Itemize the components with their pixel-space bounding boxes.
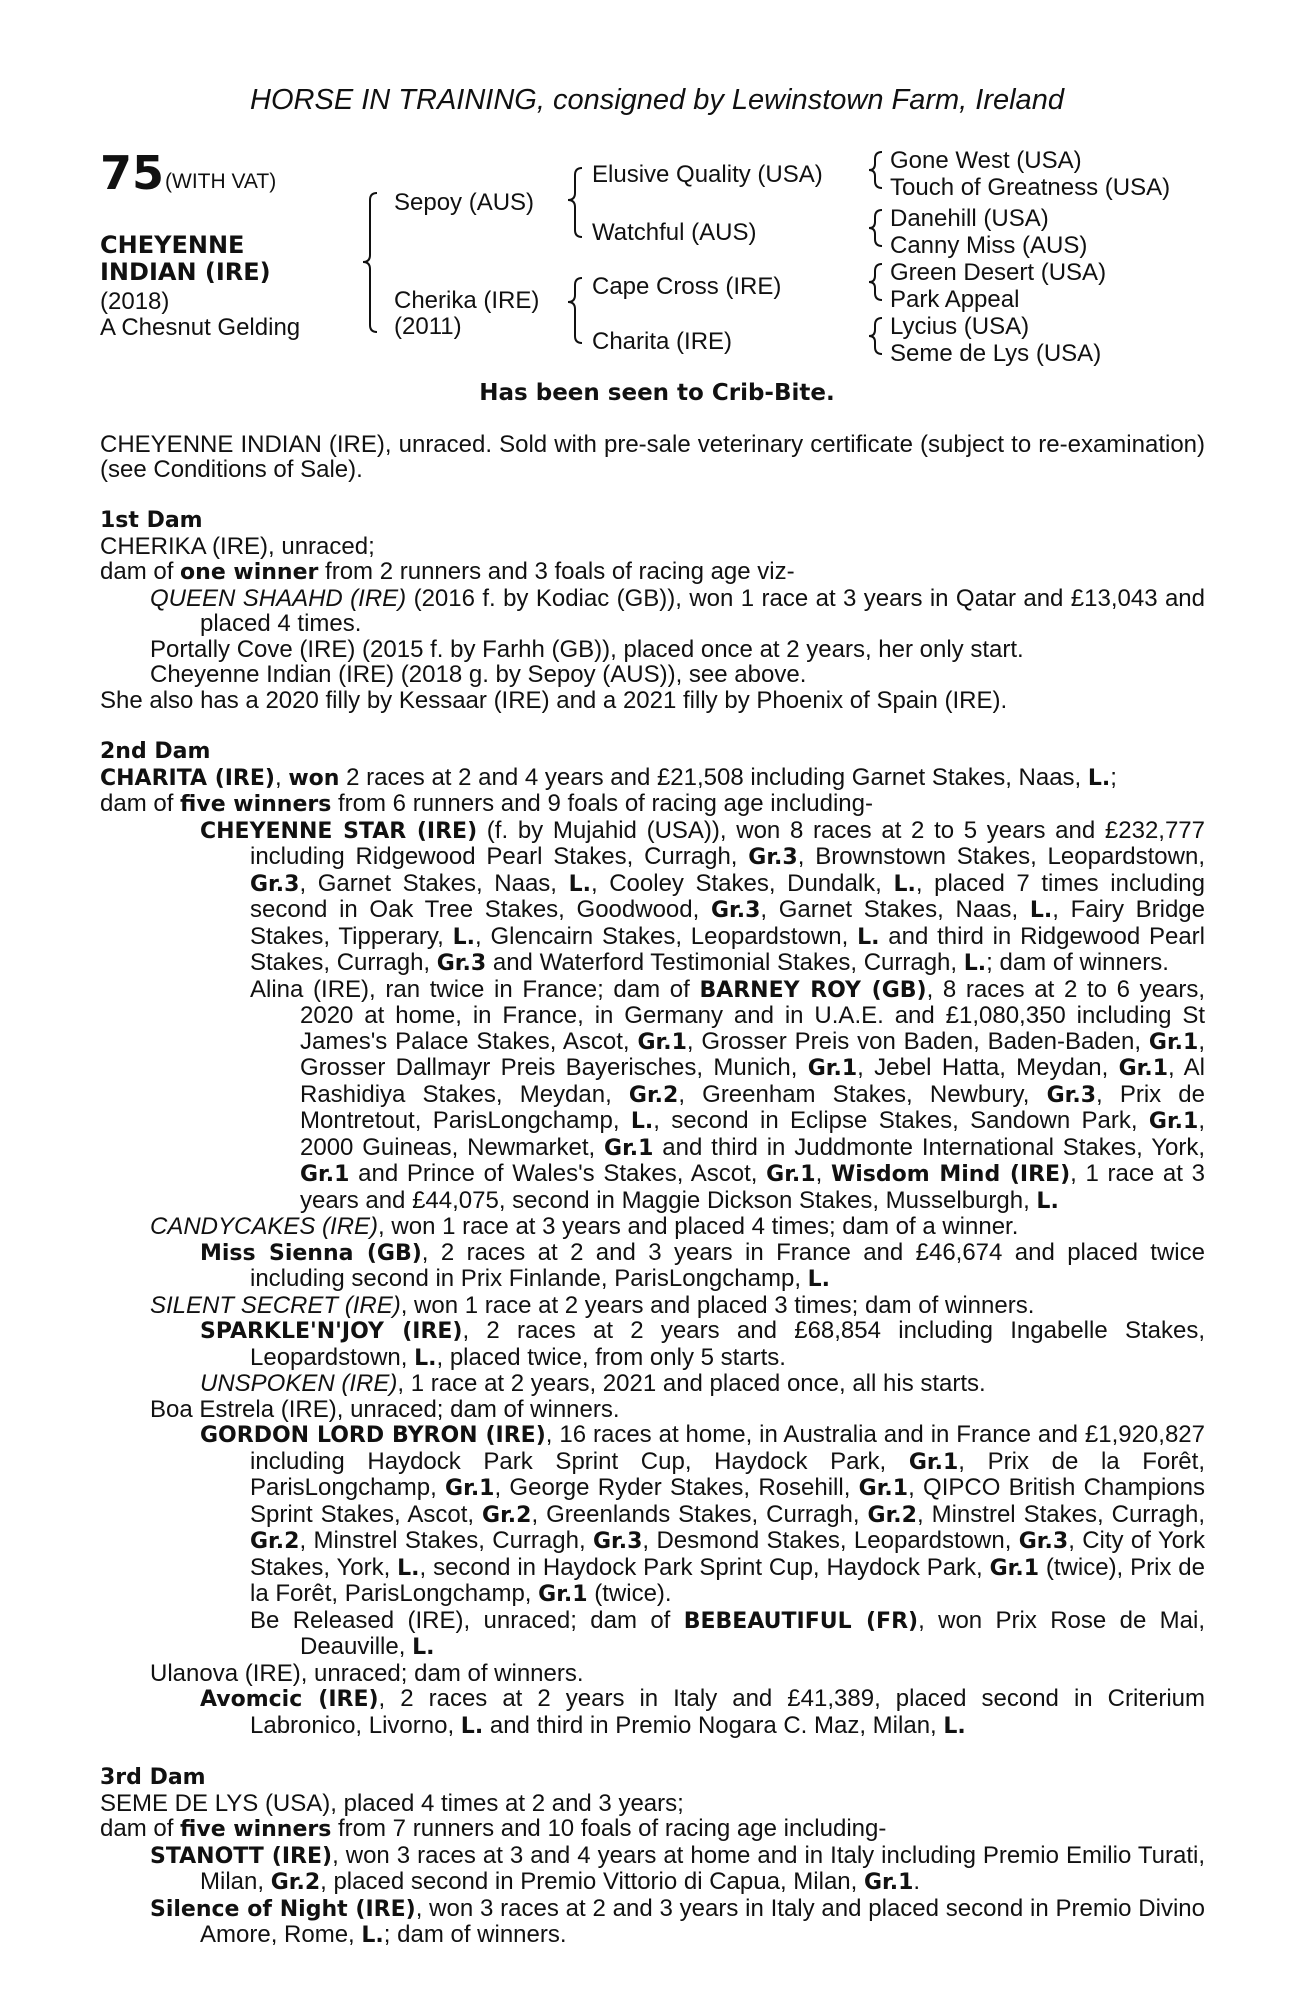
text: , Greenlands Stakes, Curragh,	[531, 1500, 868, 1528]
text: , second in Haydock Park Sprint Cup, Haydock Park,	[419, 1553, 990, 1581]
text: , QIPCO British Champions Sprint Stakes, Ascot,	[250, 1474, 1205, 1528]
text: and third in Premio Nogara C. Maz, Milan,	[483, 1711, 944, 1739]
bracket-g4	[869, 318, 882, 354]
text: , Garnet Stakes, Naas,	[760, 896, 1030, 923]
text: from 6 runners and 9 foals of racing age including-	[331, 790, 873, 817]
offspring-entry	[100, 1896, 1205, 1949]
bracket-gen1	[363, 193, 377, 332]
intro-paragraph: CHEYENNE INDIAN (IRE), unraced. Sold with pre-sale veterinary certificate (subject to re-examination) (see Conditions of Sale).	[100, 431, 1205, 483]
text: , Al Rashidiya Stakes, Meydan,	[300, 1054, 1206, 1108]
text: , Desmond Stakes, Leopardstown,	[642, 1527, 1019, 1554]
horse-name-line2: INDIAN (IRE)	[100, 258, 271, 286]
text: ; dam of winners.	[383, 1921, 567, 1948]
offspring-entry	[100, 1293, 1205, 1319]
offspring-name: QUEEN SHAAHD (IRE)	[150, 584, 407, 612]
text: and third in Juddmonte International Stakes, York,	[653, 1133, 1206, 1161]
pedigree-g1: Gone West (USA)	[890, 147, 1082, 174]
race-grade: L.	[460, 1713, 484, 1739]
text: Alina (IRE), ran twice in France; dam of	[250, 975, 700, 1003]
pedigree-dam: Cherika (IRE)	[394, 287, 540, 314]
text: , Jebel Hatta, Meydan,	[857, 1054, 1119, 1081]
second-dam-produce-summary	[100, 791, 1205, 818]
race-grade: L.	[807, 1267, 831, 1292]
race-grade: L.	[893, 871, 916, 897]
offspring-entry: Cheyenne Indian (IRE) (2018 g. by Sepoy (AUS)), see above.	[150, 661, 807, 688]
text: , Brownstown Stakes, Leopardstown,	[797, 843, 1205, 870]
pedigree-g6: Park Appeal	[890, 286, 1020, 313]
race-grade: L.	[943, 1713, 966, 1739]
offspring-entry	[100, 1843, 1205, 1896]
text: , Minstrel Stakes, Curragh,	[916, 1500, 1205, 1528]
text: , Prix de la Forêt, ParisLongchamp,	[250, 1447, 1205, 1501]
race-grade: Gr.2	[482, 1502, 532, 1528]
text: , City of York Stakes, York,	[250, 1527, 1206, 1581]
page-header: HORSE IN TRAINING, consigned by Lewinstown Farm, Ireland	[250, 84, 1064, 116]
race-grade: L.	[1087, 765, 1111, 791]
text: and Prince of Wales's Stakes, Ascot,	[349, 1160, 767, 1187]
text: , 1 race at 3 years and £44,075, second in Maggie Dickson Stakes, Musselburgh,	[300, 1160, 1205, 1214]
offspring-name: UNSPOKEN (IRE)	[200, 1370, 398, 1397]
race-grade: L.	[397, 1555, 420, 1581]
race-grade: Gr.1	[637, 1029, 687, 1055]
bracket-g3	[869, 264, 882, 300]
race-grade: Gr.3	[748, 845, 798, 870]
offspring-name: BARNEY ROY (GB)	[699, 977, 927, 1003]
text: from 7 runners and 10 foals of racing age including-	[331, 1815, 887, 1842]
race-grade: Gr.3	[592, 1529, 643, 1554]
text: , 1 race at 2 years, 2021 and placed once, all his starts.	[397, 1370, 986, 1397]
text: ;	[1110, 763, 1117, 791]
text: , placed twice, from only 5 starts.	[436, 1343, 786, 1371]
text: , Grosser Preis von Baden, Baden-Baden,	[686, 1027, 1149, 1055]
offspring-entry	[100, 1422, 1205, 1608]
third-dam-heading: 3rd Dam	[100, 1765, 206, 1790]
race-grade: L.	[412, 1635, 435, 1660]
offspring-entry	[100, 1371, 1205, 1397]
offspring-entry: Ulanova (IRE), unraced; dam of winners.	[150, 1659, 584, 1687]
text: (twice), Prix de la Forêt, ParisLongchamp,	[250, 1553, 1205, 1607]
first-dam-produce-summary	[100, 559, 1205, 586]
pedigree-g2: Touch of Greatness (USA)	[890, 174, 1171, 201]
offspring-entry	[100, 586, 1205, 637]
text: , Prix de Montretout, ParisLongchamp,	[300, 1080, 1206, 1134]
text: , 2 races at 2 and 3 years in France and £46,674 and placed twice including second in Prix Finlande, ParisLongchamp,	[250, 1238, 1205, 1292]
race-grade: L.	[857, 924, 880, 950]
text: , 2 races at 2 years in Italy and £41,389, placed second in Criterium Labronico, Livorno,	[250, 1685, 1205, 1739]
text: from 2 runners and 3 foals of racing age viz-	[318, 558, 795, 585]
race-grade: Gr.1	[300, 1162, 350, 1187]
text: 2 races at 2 and 4 years and £21,508 including Garnet Stakes, Naas,	[339, 763, 1088, 791]
offspring-name: BEBEAUTIFUL (FR)	[683, 1608, 919, 1634]
offspring-entry	[100, 977, 1205, 1215]
text: and Waterford Testimonial Stakes, Curragh,	[486, 949, 964, 976]
text: ,	[815, 1160, 831, 1187]
winners-count: one winner	[180, 560, 319, 585]
text: , placed 7 times including second in Oak Tree Stakes, Goodwood,	[250, 869, 1206, 923]
race-grade: Gr.1	[908, 1449, 959, 1475]
text: , Garnet Stakes, Naas,	[299, 869, 569, 897]
offspring-name: Wisdom Mind (IRE)	[830, 1162, 1071, 1187]
first-dam-foals-note: She also has a 2020 filly by Kessaar (IRE) and a 2021 filly by Phoenix of Spain (IRE).	[100, 686, 1008, 714]
text: , won 3 races at 2 and 3 years in Italy and placed second in Premio Divino Amore, Rome,	[200, 1894, 1206, 1948]
pedigree-g8: Seme de Lys (USA)	[890, 340, 1102, 367]
text: , placed second in Premio Vittorio di Capua, Milan,	[320, 1868, 864, 1895]
pedigree-g7: Lycius (USA)	[890, 313, 1030, 340]
race-grade: Gr.2	[270, 1870, 321, 1895]
offspring-entry	[100, 1318, 1205, 1371]
lot-vat: (WITH VAT)	[165, 170, 277, 193]
pedigree-dam-dam: Charita (IRE)	[592, 328, 733, 355]
race-grade: Gr.1	[538, 1582, 588, 1607]
winners-count: five winners	[180, 792, 332, 817]
race-grade: L.	[361, 1923, 384, 1948]
text: won	[288, 765, 340, 791]
text: , Greenham Stakes, Newbury,	[678, 1080, 1047, 1108]
text: (2016 f. by Kodiac (GB)), won 1 race at 3 years in Qatar and £13,043 and placed 4 times.	[200, 584, 1205, 637]
offspring-entry	[100, 818, 1205, 977]
offspring-name: Silence of Night (IRE)	[150, 1896, 416, 1922]
text: , Grosser Dallmayr Preis Bayerisches, Munich,	[300, 1027, 1205, 1081]
third-dam-produce-summary	[100, 1816, 1205, 1843]
pedigree-sire-dam: Watchful (AUS)	[592, 219, 757, 246]
race-grade: Gr.1	[863, 1870, 914, 1895]
race-grade: Gr.3	[436, 951, 487, 976]
race-grade: Gr.1	[1118, 1056, 1168, 1081]
text: , Cooley Stakes, Dundalk,	[590, 869, 894, 897]
text: dam of	[100, 790, 181, 817]
text: ; dam of winners.	[986, 949, 1169, 976]
produce-record	[100, 508, 1205, 1949]
text: , won 1 race at 3 years and placed 4 times; dam of a winner.	[378, 1213, 1019, 1240]
race-grade: Gr.1	[1148, 1029, 1199, 1055]
winners-count: five winners	[180, 1817, 332, 1842]
text: .	[913, 1868, 921, 1895]
text: , 16 races at home, in Australia and in France and £1,920,827 including Haydock Park Sprint Cup, Haydock Park,	[250, 1421, 1205, 1475]
race-grade: Gr.2	[867, 1502, 917, 1528]
lot-number: 75	[100, 146, 165, 200]
race-grade: Gr.1	[766, 1162, 816, 1187]
horse-description: A Chesnut Gelding	[100, 314, 301, 341]
offspring-entry	[100, 1608, 1205, 1661]
race-grade: Gr.3	[250, 871, 300, 897]
race-grade: Gr.1	[604, 1135, 654, 1161]
race-grade: L.	[414, 1345, 437, 1371]
text: , Minstrel Stakes, Curragh,	[299, 1527, 593, 1554]
third-dam-line: SEME DE LYS (USA), placed 4 times at 2 and 3 years;	[100, 1789, 684, 1817]
race-grade: L.	[568, 871, 591, 897]
dam-name: CHARITA (IRE)	[100, 765, 275, 791]
offspring-name: SPARKLE'N'JOY (IRE)	[200, 1319, 463, 1344]
text: , won Prix Rose de Mai, Deauville,	[300, 1606, 1205, 1660]
pedigree-dam-sire: Cape Cross (IRE)	[592, 273, 782, 300]
text: , Glencairn Stakes, Leopardstown,	[474, 922, 858, 950]
offspring-name: Miss Sienna (GB)	[200, 1240, 422, 1266]
offspring-name: CHEYENNE STAR (IRE)	[200, 818, 478, 844]
race-grade: L.	[963, 951, 987, 976]
text: dam of	[100, 558, 181, 585]
bracket-sire	[568, 168, 582, 237]
race-grade: Gr.2	[628, 1082, 679, 1108]
first-dam-line: CHERIKA (IRE), unraced;	[100, 532, 375, 560]
race-grade: Gr.3	[1046, 1082, 1097, 1108]
text: (twice).	[587, 1580, 672, 1607]
race-grade: L.	[1036, 1188, 1059, 1214]
text: , second in Eclipse Stakes, Sandown Park,	[653, 1107, 1149, 1134]
text: and third in Ridgewood Pearl Stakes, Curragh,	[250, 922, 1205, 976]
text: Be Released (IRE), unraced; dam of	[250, 1606, 684, 1634]
pedigree-sire-sire: Elusive Quality (USA)	[592, 161, 823, 188]
text: , 8 races at 2 to 6 years, 2020 at home, in France, in Germany and in U.A.E. and £1,080,350 including St James's Palace Stakes, Ascot,	[300, 975, 1205, 1055]
offspring-entry	[100, 1214, 1205, 1240]
pedigree-dam-year: (2011)	[394, 313, 462, 340]
text: ,	[274, 763, 289, 791]
horse-name-line1: CHEYENNE	[100, 231, 245, 259]
race-grade: Gr.1	[1148, 1109, 1199, 1134]
race-grade: Gr.1	[445, 1476, 495, 1501]
offspring-entry	[100, 1240, 1205, 1293]
race-grade: L.	[630, 1109, 654, 1134]
text: , 2 races at 2 years and £68,854 including Ingabelle Stakes, Leopardstown,	[250, 1317, 1205, 1371]
race-grade: Gr.1	[989, 1555, 1040, 1581]
first-dam-heading: 1st Dam	[100, 508, 203, 533]
offspring-name: Avomcic (IRE)	[200, 1687, 379, 1712]
offspring-name: CANDYCAKES (IRE)	[150, 1213, 379, 1240]
text: (f. by Mujahid (USA)), won 8 races at 2 to 5 years and £232,777 including Ridgewood Pearl Stakes, Curragh,	[250, 816, 1206, 870]
text: , 2000 Guineas, Newmarket,	[300, 1107, 1205, 1161]
offspring-name: SILENT SECRET (IRE)	[150, 1291, 401, 1319]
race-grade: L.	[452, 924, 475, 950]
offspring-entry	[100, 1686, 1205, 1739]
pedigree-sire: Sepoy (AUS)	[394, 189, 535, 216]
offspring-entry: Portally Cove (IRE) (2015 f. by Farhh (GB)), placed once at 2 years, her only start.	[150, 635, 1024, 663]
pedigree-g3: Danehill (USA)	[890, 205, 1049, 232]
pedigree-g4: Canny Miss (AUS)	[890, 232, 1088, 259]
horse-year: (2018)	[100, 288, 170, 315]
race-grade: Gr.1	[858, 1476, 909, 1501]
offspring-name: GORDON LORD BYRON (IRE)	[200, 1423, 546, 1448]
race-grade: Gr.1	[807, 1056, 858, 1081]
text: , won 1 race at 2 years and placed 3 times; dam of winners.	[400, 1291, 1035, 1319]
text: , won 3 races at 3 and 4 years at home and in Italy including Premio Emilio Turati, Milan,	[200, 1841, 1205, 1895]
bracket-g2	[869, 210, 882, 246]
text: , George Ryder Stakes, Rosehill,	[494, 1474, 859, 1501]
race-grade: L.	[1029, 898, 1053, 923]
bracket-g1	[869, 152, 882, 188]
pedigree-g5: Green Desert (USA)	[890, 259, 1107, 286]
race-grade: Gr.2	[250, 1529, 300, 1554]
offspring-entry: Boa Estrela (IRE), unraced; dam of winners.	[150, 1395, 620, 1423]
crib-bite-note: Has been seen to Crib-Bite.	[479, 380, 835, 406]
race-grade: Gr.3	[1018, 1529, 1069, 1554]
bracket-dam	[568, 278, 582, 343]
second-dam-line	[100, 765, 1205, 792]
race-grade: Gr.3	[710, 898, 761, 923]
offspring-name: STANOTT (IRE)	[150, 1843, 333, 1869]
second-dam-heading: 2nd Dam	[100, 739, 211, 764]
text: dam of	[100, 1815, 181, 1842]
text: , Fairy Bridge Stakes, Tipperary,	[250, 896, 1205, 950]
